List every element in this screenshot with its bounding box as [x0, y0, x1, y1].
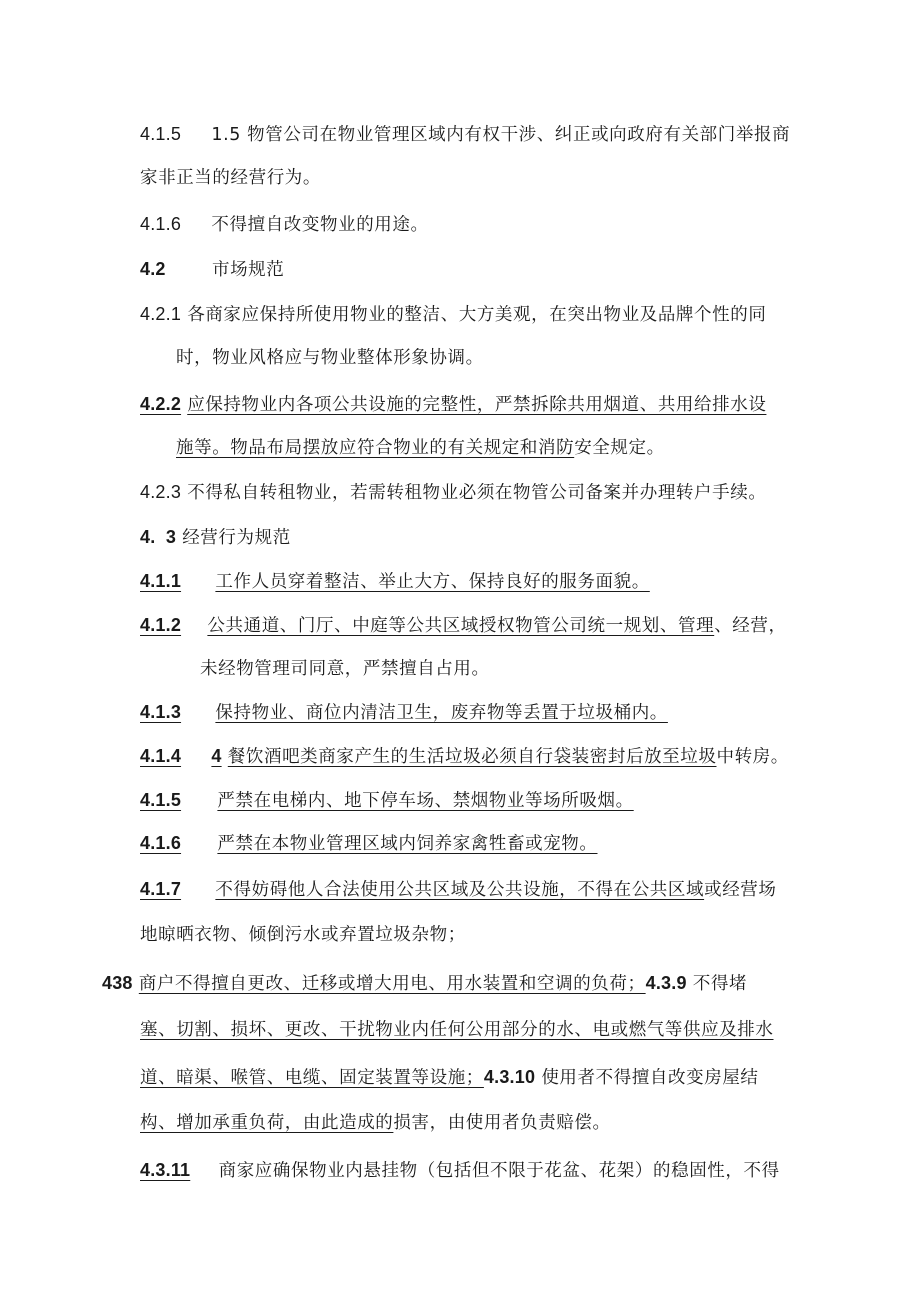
clause-number: 4.2.3 [140, 482, 182, 502]
clause-text-underlined: 商户不得擅自更改、迁移或增大用电、用水装置和空调的负荷； [138, 974, 646, 994]
clause-number: 4.2.1 [140, 304, 182, 324]
clause-number: 4.1.4 [140, 746, 182, 766]
clause-4-1-7-line-1 [140, 877, 777, 902]
clause-4-2-1-line-1 [140, 302, 766, 327]
clause-number: 4.1.1 [140, 571, 182, 591]
clause-4-2-3 [140, 480, 766, 505]
clause-text: 1.5 物管公司在物业管理区域内有权干涉、纠正或向政府有关部门举报商 [211, 125, 791, 145]
clause-4-2-2-line-2 [176, 436, 665, 460]
clause-number: 4.1.3 [140, 702, 182, 722]
clause-text: 商家应确保物业内悬挂物（包括但不限于花盆、花架）的稳固性，不得 [218, 1161, 780, 1181]
clause-text: 中转房。 [716, 747, 789, 767]
clause-text-underlined: 施等。物品布局摆放应符合物业的有关规定和消防 [176, 438, 575, 458]
clause-text: 工作人员穿着整洁、举止大方、保持良好的服务面貌。 [215, 572, 650, 592]
clause-4-2-2-line-1 [140, 392, 766, 417]
section-title: 市场规范 [211, 260, 285, 280]
clause-text-underlined: 构、增加承重负荷，由此造成的 [140, 1113, 394, 1133]
clause-4-3-11 [140, 1158, 780, 1183]
clause-text: 、经营， [714, 616, 787, 636]
section-number: 4.2 [140, 259, 166, 279]
clause-text: 应保持物业内各项公共设施的完整性，严禁拆除共用烟道、共用给排水设 [187, 395, 767, 415]
clause-text: 不得擅自改变物业的用途。 [211, 215, 429, 235]
clause-text: 不得私自转租物业，若需转租物业必须在物管公司备案并办理转户手续。 [187, 483, 767, 503]
clause-text: 使用者不得擅自改变房屋结 [541, 1068, 759, 1088]
clause-text: 或经营场 [704, 880, 777, 900]
section-4-2-heading [140, 257, 284, 282]
clause-number: 4.1.5 [140, 124, 182, 144]
clause-4-1-4 [140, 744, 789, 769]
clause-text: 损害，由使用者负责赔偿。 [393, 1113, 611, 1133]
clause-text: 严禁在电梯内、地下停车场、禁烟物业等场所吸烟。 [217, 791, 634, 811]
clause-number: 4.2.2 [140, 394, 182, 414]
clause-4-1-5-line-2 [140, 166, 321, 190]
clause-number: 4.3.11 [140, 1160, 191, 1180]
clause-text-underlined: 公共通道、门厅、中庭等公共区域授权物管公司统一规划、管理 [207, 616, 715, 636]
clause-text: 不得堵 [692, 974, 748, 994]
clause-4-2-1-line-2 [176, 346, 484, 370]
clause-text: 塞、切割、损坏、更改、干扰物业内任何公用部分的水、电或燃气等供应及排水 [140, 1020, 774, 1040]
clause-text: 地晾晒衣物、倾倒污水或弃置垃圾杂物； [140, 925, 466, 945]
clause-text: 未经物管理司同意，严禁擅自占用。 [200, 659, 490, 679]
clause-4-1-3 [140, 700, 668, 725]
clause-4-1-5-smoking [140, 788, 634, 813]
clause-text: 严禁在本物业管理区域内饲养家禽牲畜或宠物。 [217, 834, 598, 854]
clause-text-underlined: 道、暗渠、喉管、电缆、固定装置等设施； [140, 1068, 484, 1088]
clause-number: 4.1.5 [140, 790, 182, 810]
clause-4-3-10-line [140, 1065, 759, 1090]
clause-number: 4.1.7 [140, 879, 182, 899]
clause-subnumber: 4.3.9 [645, 973, 687, 993]
clause-number: 4.1.6 [140, 833, 182, 853]
clause-text-underlined: 餐饮酒吧类商家产生的生活垃圾必须自行袋装密封后放至垃圾 [227, 747, 717, 767]
clause-4-3-8-line-1 [102, 971, 747, 996]
clause-4-3-10-line-2 [140, 1111, 611, 1135]
clause-4-1-2-line-1 [140, 613, 787, 638]
clause-4-1-1 [140, 569, 650, 594]
section-number: 4. 3 [140, 527, 177, 547]
clause-number: 4.1.2 [140, 615, 182, 635]
clause-text: 各商家应保持所使用物业的整洁、大方美观，在突出物业及品牌个性的同 [187, 305, 767, 325]
clause-number: 438 [102, 973, 133, 993]
section-4-3-heading [140, 525, 291, 550]
clause-number: 4.1.6 [140, 214, 182, 234]
clause-4-1-6-pets [140, 831, 598, 856]
clause-4-1-5-line-1 [140, 122, 790, 147]
clause-subnumber: 4 [211, 746, 222, 766]
clause-4-3-9-line-2 [140, 1018, 774, 1042]
clause-text: 安全规定。 [574, 438, 665, 458]
clause-4-1-2-line-2 [200, 657, 490, 681]
clause-4-1-7-line-2 [140, 923, 466, 947]
clause-text: 时，物业风格应与物业整体形象协调。 [176, 348, 484, 368]
clause-text: 家非正当的经营行为。 [140, 168, 321, 188]
clause-subnumber: 4.3.10 [483, 1067, 536, 1087]
clause-4-1-6 [140, 212, 429, 237]
clause-text-underlined: 不得妨碍他人合法使用公共区域及公共设施，不得在公共区域 [215, 880, 705, 900]
clause-text: 保持物业、商位内清洁卫生，废弃物等丢置于垃圾桶内。 [215, 703, 668, 723]
section-title: 经营行为规范 [182, 528, 291, 548]
